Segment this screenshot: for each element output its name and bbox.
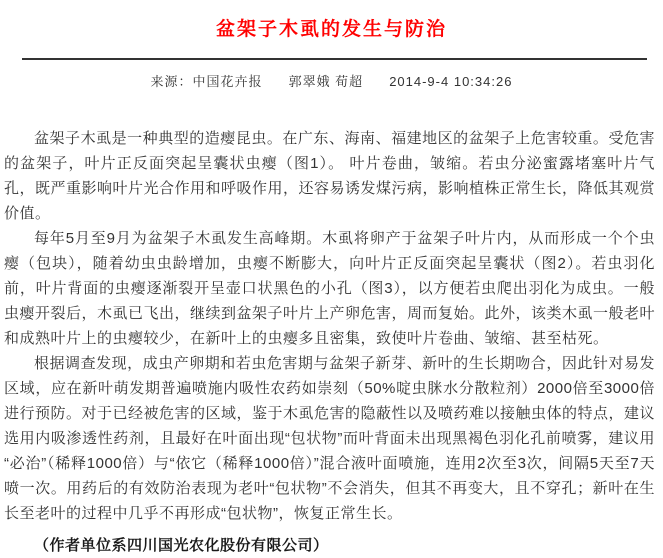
title-divider [22, 58, 647, 60]
article-body [4, 126, 655, 558]
source-line [0, 71, 663, 90]
paragraph-control: 根据调查发现，成虫产卵期和若虫危害期与盆架子新芽、新叶的生长期吻合，因此针对易发区域，应在新叶萌发期普遍喷施内吸性农药如崇刻（50%啶虫脒水分散粒剂）2000倍至3000倍进行预防。对于已经被危害的区域，鉴于木虱危害的隐蔽性以及喷药难以接触虫体的特点，建议选用内吸渗透性药剂，且最好在叶面出现“包状物”而叶背面未出现黑褐色羽化孔前喷雾，建议用 “必治”（稀释1000倍）与“依它（稀释1000倍）”混合液叶面喷施，连用2次至3次，间隔5天至7天喷一次。用药后的有效防治表现为老叶“包状物”不会消失，但其不再变大，且不穿孔；新叶在生长至老叶的过程中几乎不再形成“包状物”，恢复正常生长。 [4, 355, 656, 522]
author-note: （作者单位系四川国光农化股份有限公司） [34, 537, 329, 554]
source-datetime: 2014-9-4 10:34:26 [389, 74, 513, 89]
source-label: 来源：中国花卉报 [150, 74, 263, 89]
paragraph-lifecycle: 每年5月至9月为盆架子木虱发生高峰期。木虱将卵产于盆架子叶片内，从而形成一个个虫瘿（包块），随着幼虫虫龄增加，虫瘿不断膨大，向叶片正反面突起呈囊状（图2）。若虫羽化前，叶片背面的虫瘿逐渐裂开呈壶口状黑色的小孔（图3），以方便若虫爬出羽化为成虫。一般虫瘿开裂后，木虱已飞出，继续到盆架子叶片上产卵危害，周而复始。此外，该类木虱一般老叶和成熟叶片上的虫瘿较少，在新叶上的虫瘿多且密集，致使叶片卷曲、皱缩、甚至枯死。 [4, 230, 656, 347]
paragraph-intro: 盆架子木虱是一种典型的造瘿昆虫。在广东、海南、福建地区的盆架子上危害较重。受危害的盆架子，叶片正反面突起呈囊状虫瘿（图1）。 叶片卷曲，皱缩。若虫分泌蜜露堵塞叶片气孔，既严重影响叶片光合作用和呼吸作用，还容易诱发煤污病，影响植株正常生长，降低其观赏价值。 [4, 130, 656, 222]
source-authors: 郭翠娥 荀超 [288, 74, 364, 89]
page-title: 盆架子木虱的发生与防治 [215, 19, 447, 40]
